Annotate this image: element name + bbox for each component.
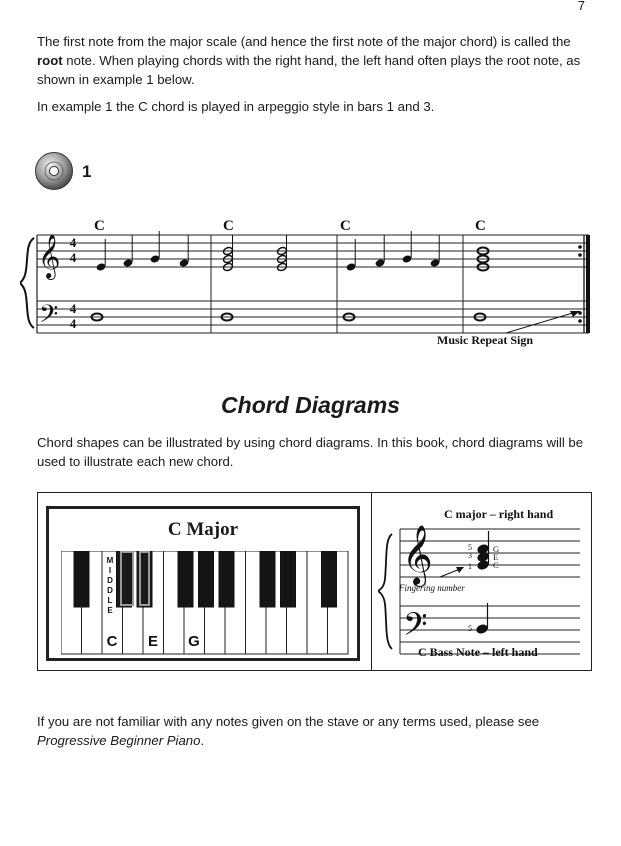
- end-repeat-sign: [578, 235, 590, 333]
- time-sig-top: 4: [69, 301, 77, 316]
- note-name: C: [493, 560, 499, 570]
- bass-note-label: C Bass Note – left hand: [418, 645, 538, 659]
- treble-staff: [37, 235, 589, 267]
- middle-letter: D: [107, 576, 113, 585]
- footer-text: If you are not familiar with any notes given on the stave or any terms used, please see: [37, 714, 540, 729]
- panel-divider: [371, 493, 372, 670]
- note-name: E: [493, 552, 499, 562]
- repeat-sign-label: Music Repeat Sign: [437, 333, 533, 347]
- intro-text-1: The first note from the major scale (and hence the first note of the major chord) is called the: [37, 34, 571, 49]
- chord-diagram-frame: [37, 492, 592, 671]
- cd-audio-icon[interactable]: [34, 151, 74, 191]
- bass-finger-number: 5: [468, 624, 472, 633]
- key-label-e: E: [147, 633, 159, 650]
- middle-letter: L: [107, 596, 113, 605]
- bass-clef: 𝄢: [39, 300, 59, 335]
- time-sig-bottom: 4: [69, 316, 77, 331]
- right-hand-title: C major – right hand: [444, 507, 554, 521]
- middle-c-label: [107, 556, 114, 615]
- intro-text-2: note. When playing chords with the right hand, the left hand often plays the root note, as shown in example 1 below.: [37, 53, 581, 87]
- chord-symbol: C: [475, 218, 486, 234]
- piano-keyboard: [61, 551, 351, 655]
- fingering-number-label: Fingering number: [399, 583, 465, 593]
- chord-diagram-description: Chord shapes can be illustrated by using chord diagrams. In this book, chord diagrams will be used to illustrate each new chord.: [37, 435, 584, 469]
- middle-letter: M: [106, 556, 114, 565]
- finger-number: 5: [468, 543, 472, 552]
- bass-staff: [37, 301, 589, 333]
- chord-symbol: C: [94, 218, 105, 234]
- treble-clef: 𝄞: [402, 525, 433, 585]
- time-sig-top: 4: [69, 235, 77, 250]
- footer-text-end: .: [200, 733, 205, 748]
- finger-number: 1: [468, 562, 472, 571]
- example-intro: In example 1 the C chord is played in arpeggio style in bars 1 and 3.: [37, 99, 435, 114]
- example-number: 1: [82, 162, 92, 181]
- c-major-chord-notes: [476, 531, 490, 571]
- chord-symbol: C: [223, 218, 234, 234]
- middle-letter: D: [107, 586, 113, 595]
- page-number: 7: [577, 0, 585, 13]
- arrow-head-icon: [570, 311, 580, 317]
- chord-symbol: C: [340, 218, 351, 234]
- keyboard-title: C Major: [167, 519, 239, 540]
- treble-clef: 𝄞: [38, 234, 61, 278]
- barlines: [211, 235, 463, 333]
- time-sig-bottom: 4: [69, 250, 77, 265]
- bar2-half-chords: [223, 235, 288, 272]
- example-score: [20, 205, 600, 355]
- repeat-pointer-line: [506, 312, 576, 333]
- finger-number: 3: [468, 551, 472, 560]
- fingering-pointer: [440, 569, 460, 577]
- keyboard-diagram: [46, 506, 360, 661]
- note-name: G: [493, 544, 500, 554]
- chord-staff-diagram: [378, 501, 590, 661]
- footer-note: [37, 712, 591, 750]
- middle-letter: E: [107, 606, 113, 615]
- key-label-c: C: [106, 633, 118, 650]
- bass-c-note: [475, 603, 489, 635]
- intro-paragraph: [37, 32, 593, 89]
- middle-letter: I: [108, 566, 112, 575]
- root-term: root: [37, 53, 63, 68]
- key-label-g: G: [188, 633, 200, 650]
- bass-clef: 𝄢: [403, 606, 428, 650]
- section-title: Chord Diagrams: [221, 392, 400, 418]
- book-title: Progressive Beginner Piano: [37, 733, 201, 748]
